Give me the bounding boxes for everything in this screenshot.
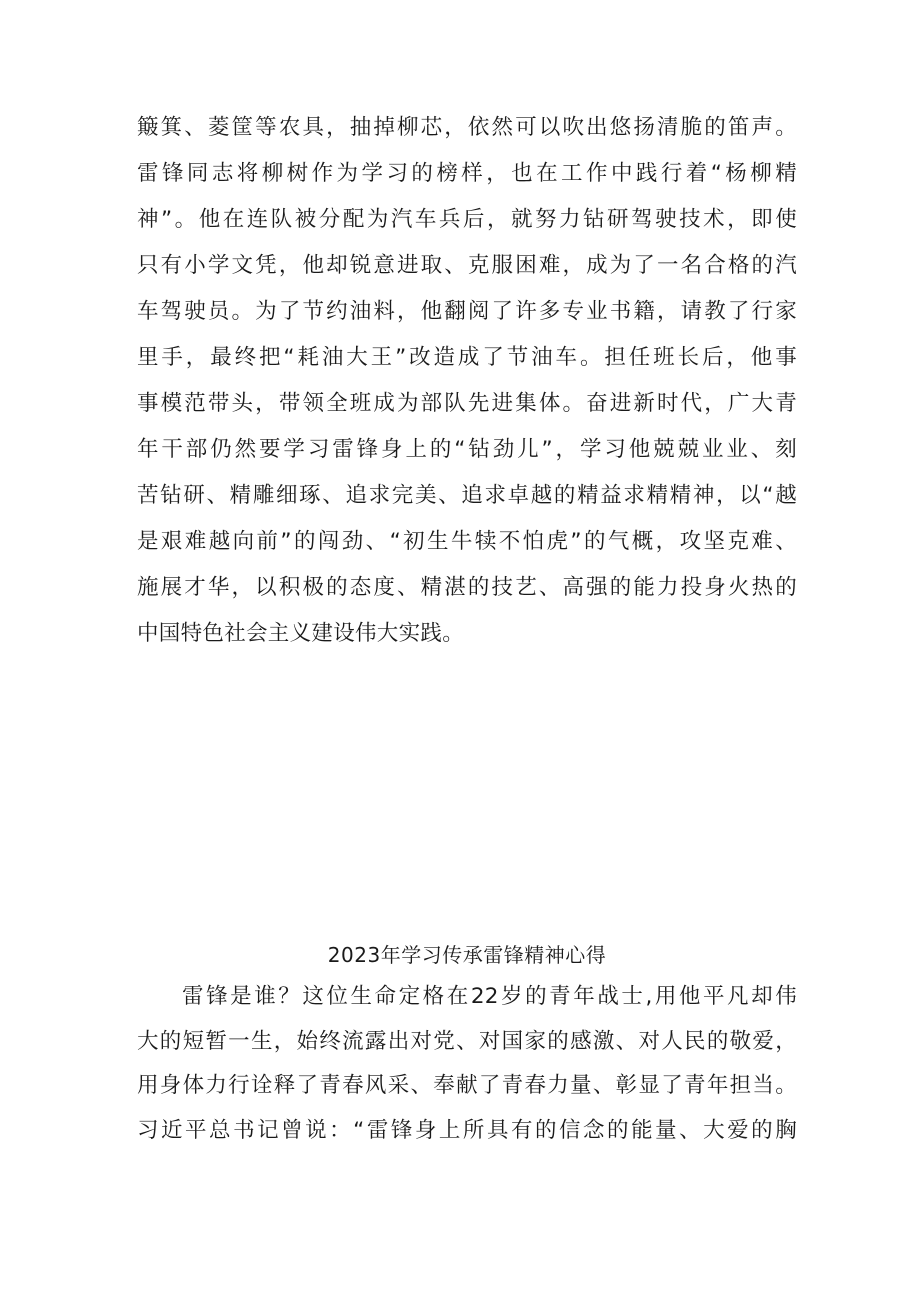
article-title: 2023年学习传承雷锋精神心得 [327, 943, 607, 967]
paragraph-line: 是艰难越向前”的闯劲、“初生牛犊不怕虎”的气概，攻坚克难、 [137, 529, 797, 554]
paragraph-line: 习近平总书记曾说：“雷锋身上所具有的信念的能量、大爱的胸 [137, 1117, 797, 1143]
paragraph-line: 簸箕、菱筐等农具，抽掉柳芯，依然可以吹出悠扬清脆的笛声。 [137, 115, 797, 140]
paragraph-line-last: 中国特色社会主义建设伟大实践。 [137, 621, 465, 646]
paragraph-line: 年干部仍然要学习雷锋身上的“钻劲儿”，学习他兢兢业业、刻 [137, 437, 797, 462]
paragraph-line: 用身体力行诠释了青春风采、奉献了青春力量、彰显了青年担当。 [137, 1073, 797, 1098]
paragraph-line: 车驾驶员。为了节约油料，他翻阅了许多专业书籍，请教了行家 [137, 299, 797, 324]
paragraph-line: 事模范带头，带领全班成为部队先进集体。奋进新时代，广大青 [137, 391, 797, 416]
paragraph-line: 神”。他在连队被分配为汽车兵后，就努力钻研驾驶技术，即使 [137, 207, 797, 232]
article-continuation [137, 105, 797, 657]
new-article [137, 935, 797, 1153]
paragraph-line: 大的短暂一生，始终流露出对党、对国家的感激、对人民的敬爱， [137, 1028, 797, 1054]
paragraph-line: 苦钻研、精雕细琢、追求完美、追求卓越的精益求精精神，以“越 [137, 483, 797, 508]
paragraph-line-first: 雷锋是谁？这位生命定格在22岁的青年战士,用他平凡却伟 [182, 984, 797, 1009]
paragraph-line: 雷锋同志将柳树作为学习的榜样，也在工作中践行着“杨柳精 [137, 161, 797, 186]
paragraph-line: 施展才华，以积极的态度、精湛的技艺、高强的能力投身火热的 [137, 575, 797, 600]
paragraph-line: 里手，最终把“耗油大王”改造成了节油车。担任班长后，他事 [137, 345, 797, 370]
paragraph-line: 只有小学文凭，他却锐意进取、克服困难，成为了一名合格的汽 [137, 253, 797, 278]
